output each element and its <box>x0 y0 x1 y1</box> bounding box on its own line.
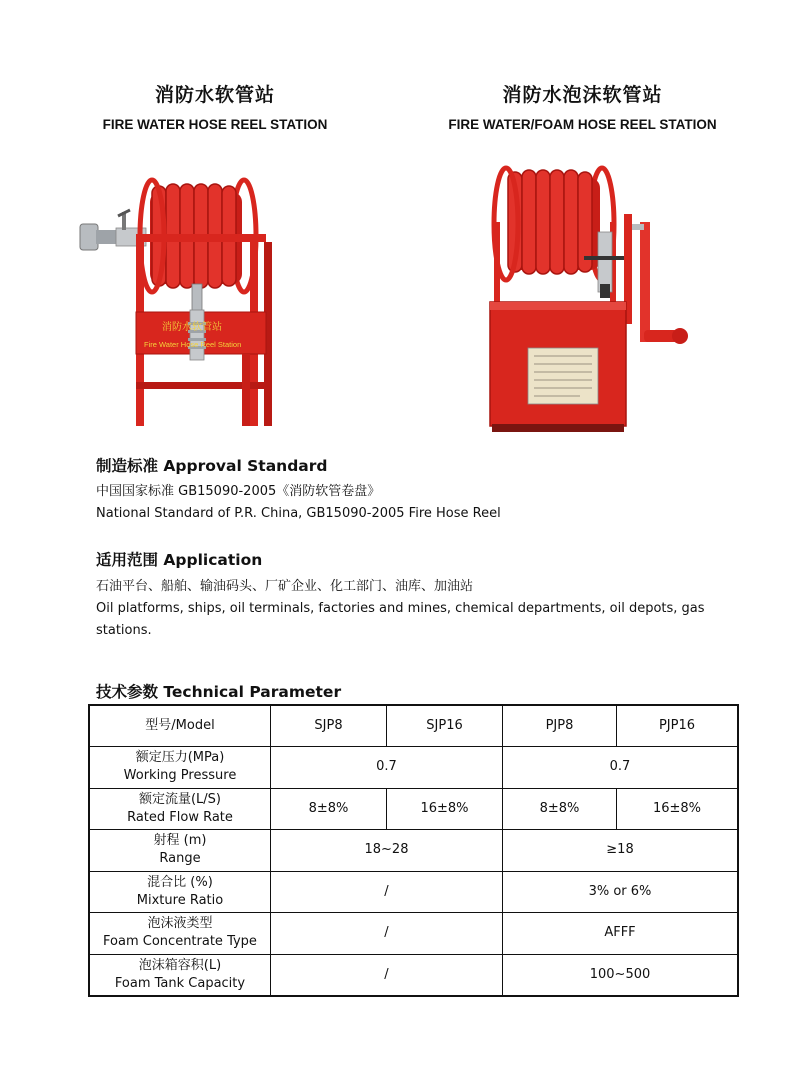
header-model-pjp16: PJP16 <box>617 705 739 747</box>
row-label-en: Rated Flow Rate <box>127 809 233 825</box>
application-section <box>96 550 736 642</box>
table-row <box>89 913 738 955</box>
row-label-cn: 泡沫液类型 <box>147 916 213 932</box>
application-line-cn: 石油平台、船舶、输油码头、厂矿企业、化工部门、油库、加油站 <box>96 579 474 594</box>
row-label <box>89 913 271 955</box>
tank-foam-value: 100~500 <box>503 954 739 996</box>
table-row <box>89 871 738 913</box>
left-plate-label-cn: 消防水软管站 <box>162 322 222 333</box>
row-label <box>89 830 271 872</box>
table-row <box>89 788 738 830</box>
fire-water-hose-reel-image <box>78 172 278 430</box>
mixture-water-value: / <box>271 871 503 913</box>
application-line-en-2: stations. <box>96 623 152 638</box>
flow-pjp16-value: 16±8% <box>617 788 739 830</box>
foam-type-foam-value: AFFF <box>503 913 739 955</box>
table-row <box>89 705 738 747</box>
row-label-cn: 额定流量(L/S) <box>138 791 222 807</box>
row-label-en: Mixture Ratio <box>136 892 224 908</box>
table-row <box>89 830 738 872</box>
fire-water-foam-hose-reel-image <box>484 162 690 434</box>
row-label-cn: 泡沫箱容积(L) <box>138 957 222 973</box>
product-right-title-cn: 消防水泡沫软管站 <box>502 84 663 106</box>
approval-standard-section <box>96 456 736 525</box>
approval-standard-line-cn: 中国国家标准 GB15090-2005《消防软管卷盘》 <box>96 484 381 499</box>
technical-parameter-heading <box>96 682 736 702</box>
row-label-cn: 混合比 (%) <box>147 874 213 890</box>
header-model-pjp8: PJP8 <box>503 705 617 747</box>
row-label <box>89 954 271 996</box>
row-label-cn: 额定压力(MPa) <box>135 750 225 766</box>
application-title: 适用范围 Application <box>96 551 263 569</box>
product-left-title-en: FIRE WATER HOSE REEL STATION <box>102 117 328 132</box>
technical-parameter-table <box>88 704 739 997</box>
product-left-heading <box>60 82 370 133</box>
application-line-en-1: Oil platforms, ships, oil terminals, factories and mines, chemical departments, oil depots, gas <box>96 601 705 616</box>
row-label-cn: 射程 (m) <box>153 833 207 849</box>
flow-sjp16-value: 16±8% <box>387 788 503 830</box>
table-row <box>89 747 738 789</box>
row-label-en: Range <box>159 851 201 867</box>
flow-sjp8-value: 8±8% <box>271 788 387 830</box>
mixture-foam-value: 3% or 6% <box>503 871 739 913</box>
header-model-label: 型号/Model <box>89 705 271 747</box>
tank-water-value: / <box>271 954 503 996</box>
product-right-title-en: FIRE WATER/FOAM HOSE REEL STATION <box>448 117 717 132</box>
approval-standard-line-en: National Standard of P.R. China, GB15090-2005 Fire Hose Reel <box>96 506 501 521</box>
row-label <box>89 747 271 789</box>
left-plate-label-en: Fire Water Hose Reel Station <box>144 340 242 349</box>
technical-parameter-title: 技术参数 Technical Parameter <box>96 683 342 701</box>
foam-type-water-value: / <box>271 913 503 955</box>
range-water-value: 18~28 <box>271 830 503 872</box>
row-label-en: Foam Concentrate Type <box>103 934 257 950</box>
header-model-sjp8: SJP8 <box>271 705 387 747</box>
row-label-en: Working Pressure <box>123 768 237 784</box>
product-right-heading <box>410 82 755 133</box>
pressure-foam-value: 0.7 <box>503 747 739 789</box>
range-foam-value: ≥18 <box>503 830 739 872</box>
table-row <box>89 954 738 996</box>
approval-standard-title: 制造标准 Approval Standard <box>96 457 328 475</box>
row-label-en: Foam Tank Capacity <box>114 975 246 991</box>
flow-pjp8-value: 8±8% <box>503 788 617 830</box>
row-label <box>89 871 271 913</box>
product-left-title-cn: 消防水软管站 <box>154 84 275 106</box>
pressure-water-value: 0.7 <box>271 747 503 789</box>
header-model-sjp16: SJP16 <box>387 705 503 747</box>
row-label <box>89 788 271 830</box>
